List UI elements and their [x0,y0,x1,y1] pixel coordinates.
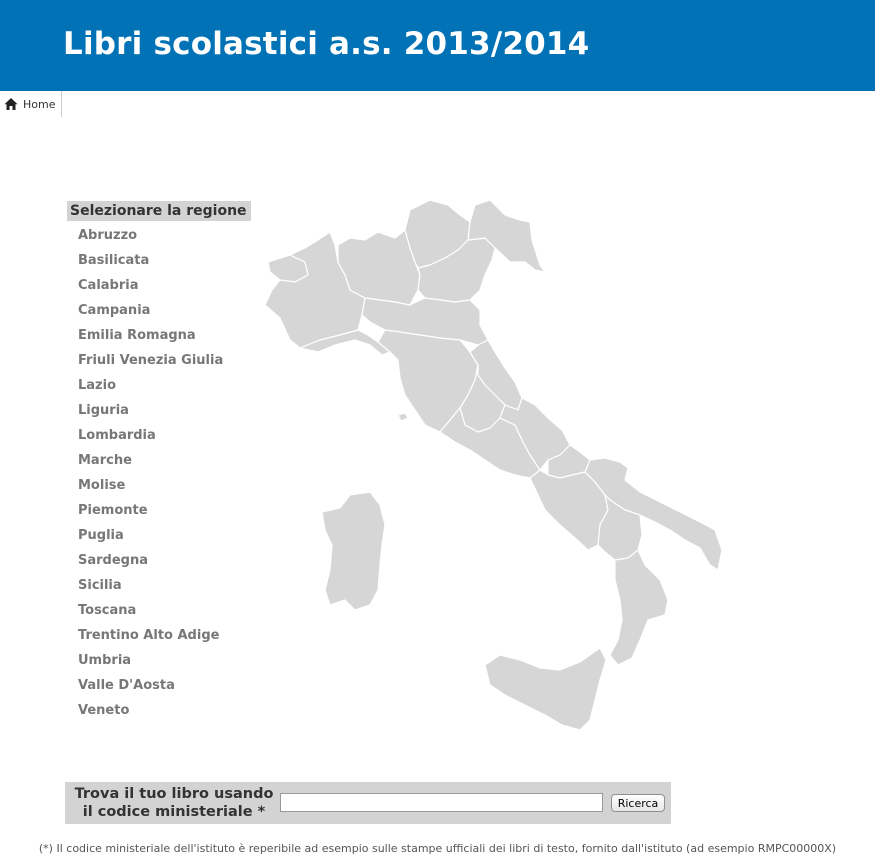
region-link-emilia-romagna[interactable]: Emilia Romagna [78,328,196,343]
region-link-lazio[interactable]: Lazio [78,378,117,393]
region-link-sicilia[interactable]: Sicilia [78,578,122,593]
region-link-liguria[interactable]: Liguria [78,403,129,418]
region-link-basilicata[interactable]: Basilicata [78,253,150,268]
map-region-sicilia[interactable] [485,648,606,730]
search-label-line2: il codice ministeriale * [82,804,266,820]
region-link-molise[interactable]: Molise [78,478,126,493]
page-header [0,0,875,91]
region-link-umbria[interactable]: Umbria [78,653,132,668]
region-link-abruzzo[interactable]: Abruzzo [78,228,138,243]
search-label [69,785,279,821]
breadcrumb [0,91,62,117]
region-link-puglia[interactable]: Puglia [78,528,124,543]
map-region-calabria[interactable] [610,550,668,665]
ministerial-code-input[interactable] [280,793,603,812]
region-link-valle-d-aosta[interactable]: Valle D'Aosta [78,678,175,693]
map-island-elba[interactable] [398,413,408,421]
region-link-campania[interactable]: Campania [78,303,151,318]
region-link-marche[interactable]: Marche [78,453,132,468]
breadcrumb-home-link[interactable]: Home [23,97,56,111]
italy-regions-map [262,196,727,736]
region-selector [67,200,267,723]
region-link-piemonte[interactable]: Piemonte [78,503,148,518]
region-link-veneto[interactable]: Veneto [78,703,130,718]
page-title: Libri scolastici a.s. 2013/2014 [63,26,590,62]
region-link-friuli-venezia-giulia[interactable]: Friuli Venezia Giulia [78,353,224,368]
home-icon[interactable] [4,97,18,111]
search-label-line1: Trova il tuo libro usando [74,786,274,802]
region-selector-title: Selezionare la regione [67,201,251,221]
footnote: (*) Il codice ministeriale dell'istituto è reperibile ad esempio sulle stampe ufficiali dei libri di testo, fornito dall'istituto (ad esempio RMPC00000X) [38,842,837,855]
region-link-trentino-alto-adige[interactable]: Trentino Alto Adige [78,628,220,643]
region-link-calabria[interactable]: Calabria [78,278,139,293]
map-region-sardegna[interactable] [322,492,385,610]
region-link-lombardia[interactable]: Lombardia [78,428,156,443]
region-link-sardegna[interactable]: Sardegna [78,553,149,568]
region-link-toscana[interactable]: Toscana [78,603,137,618]
ministerial-code-search [65,782,671,824]
search-button[interactable]: Ricerca [611,794,665,812]
region-list [67,223,267,723]
